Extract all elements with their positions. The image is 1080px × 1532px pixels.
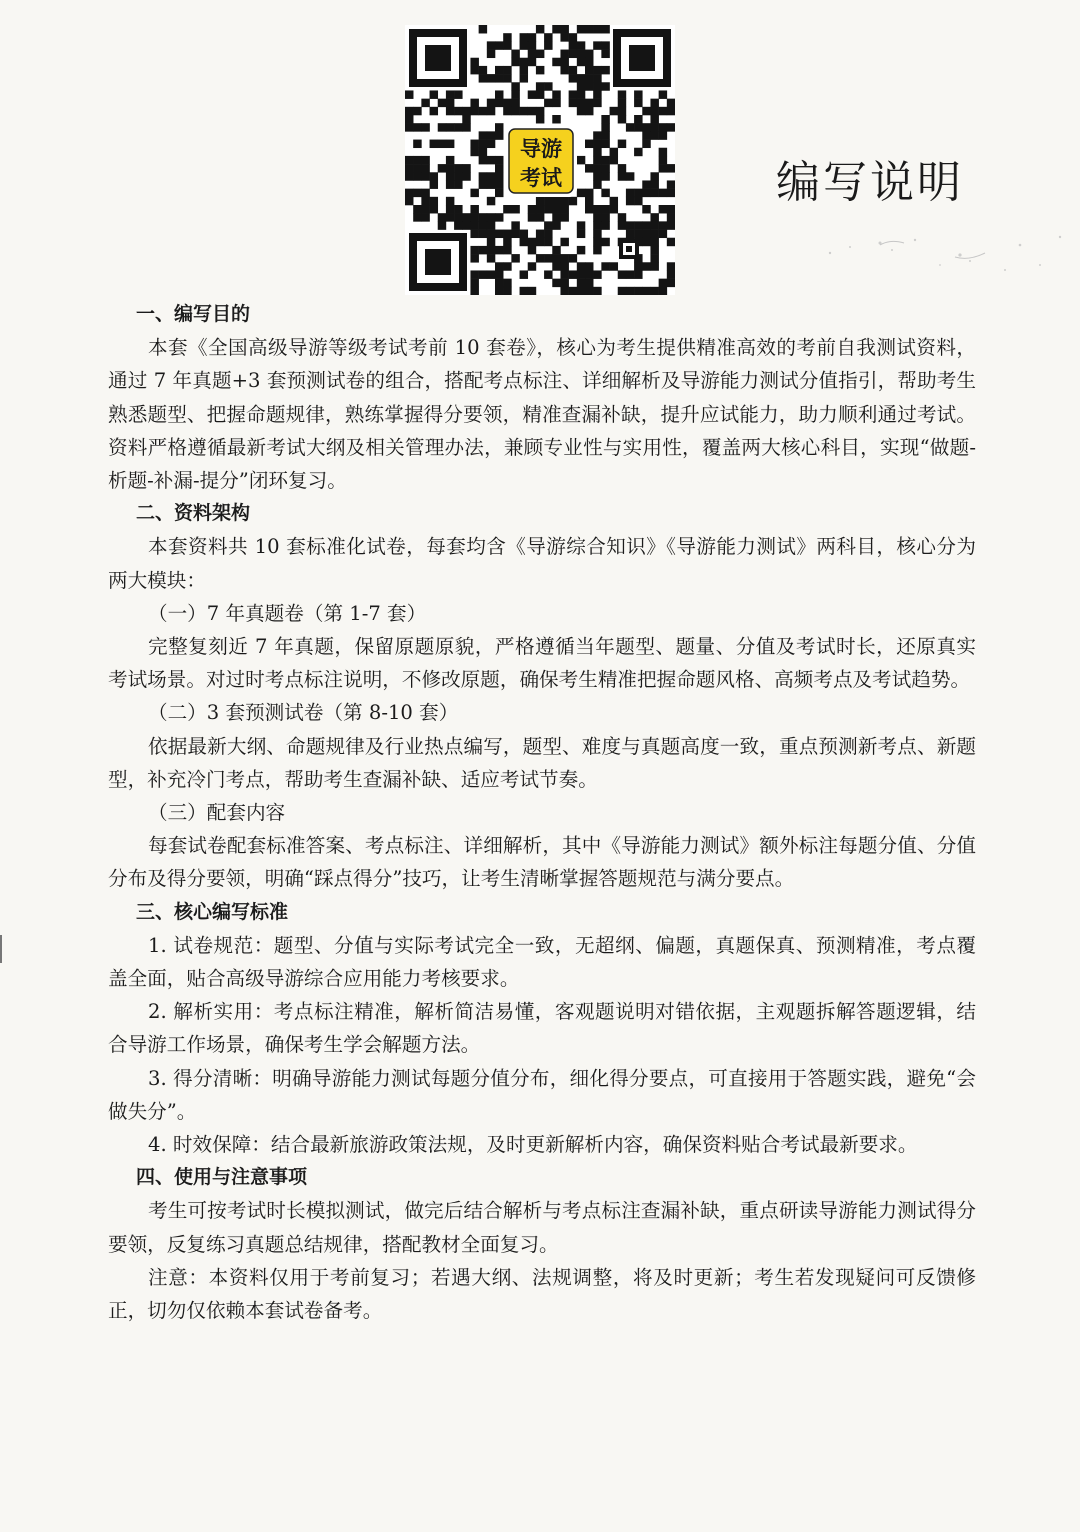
paragraph-supporting-content: 每套试卷配套标准答案、考点标注、详细解析，其中《导游能力测试》额外标注每题分值、分值分布及得分要领，明确“踩点得分”技巧，让考生清晰掌握答题规范与满分要点。 (108, 834, 976, 891)
section-heading-standards: 三、核心编写标准 (136, 900, 289, 923)
paragraph-purpose: 本套《全国高级导游等级考试考前 10 套卷》，核心为考生提供精准高效的考前自我测试资料，通过 7 年真题+3 套预测试卷的组合，搭配考点标注、详细解析及导游能力测试分值指引，帮助考生熟悉题型、把握命题规律，熟练掌握得分要领，精准查漏补缺，提升应试能力，助力顺利通过考试。资料严格遵循最新考试大纲及相关管理办法，兼顾专业性与实用性，覆盖两大核心科目，实现“做题-析题-补漏-提分”闭环复习。 (108, 336, 976, 493)
standard-item-4: 4. 时效保障：结合最新旅游政策法规，及时更新解析内容，确保资料贴合考试最新要求。 (148, 1133, 918, 1157)
paragraph-notice: 注意：本资料仅用于考前复习；若遇大纲、法规调整，将及时更新；考生若发现疑问可反馈修正，切勿仅依赖本套试卷备考。 (108, 1265, 976, 1323)
subheading-supporting-content: （三）配套内容 (148, 801, 286, 825)
scan-smudge-decoration (820, 225, 1070, 285)
standard-item-3: 3. 得分清晰：明确导游能力测试每题分值分布，细化得分要点，可直接用于答题实践，避免“会做失分”。 (108, 1066, 976, 1123)
paragraph-usage: 考生可按考试时长模拟测试，做完后结合解析与考点标注查漏补缺，重点研读导游能力测试得分要领，反复练习真题总结规律，搭配教材全面复习。 (108, 1199, 976, 1256)
paragraph-real-exams: 完整复刻近 7 年真题，保留原题原貌，严格遵循当年题型、题量、分值及考试时长，还原真实考试场景。对过时考点标注说明，不修改原题，确保考生精准把握命题风格、高频考点及考试趋势。 (108, 635, 976, 692)
qr-code-graphic (405, 25, 675, 295)
paragraph-structure-intro: 本套资料共 10 套标准化试卷，每套均含《导游综合知识》《导游能力测试》两科目，核心分为两大模块： (108, 535, 976, 592)
subheading-real-exams: （一）7 年真题卷（第 1-7 套） (148, 601, 427, 625)
document-body (108, 298, 976, 1327)
qr-code[interactable] (405, 25, 675, 295)
qr-badge-line2: 考试 (520, 166, 562, 190)
paragraph-mock-exams: 依据最新大纲、命题规律及行业热点编写，题型、难度与真题高度一致，重点预测新考点、新题型，补充冷门考点，帮助考生查漏补缺、适应考试节奏。 (108, 734, 976, 791)
scan-edge-mark (0, 935, 2, 963)
subheading-mock-exams: （二）3 套预测试卷（第 8-10 套） (148, 701, 459, 725)
section-heading-usage: 四、使用与注意事项 (136, 1166, 308, 1189)
section-heading-purpose: 一、编写目的 (136, 303, 251, 325)
page-title: 编写说明 (776, 157, 964, 208)
standard-item-2: 2. 解析实用：考点标注精准，解析简洁易懂，客观题说明对错依据，主观题拆解答题逻辑，结合导游工作场景，确保考生学会解题方法。 (108, 1000, 976, 1057)
section-heading-structure: 二、资料架构 (136, 502, 251, 525)
standard-item-1: 1. 试卷规范：题型、分值与实际考试完全一致，无超纲、偏题，真题保真、预测精准，考点覆盖全面，贴合高级导游综合应用能力考核要求。 (108, 933, 976, 991)
qr-badge-line1: 导游 (520, 137, 562, 161)
